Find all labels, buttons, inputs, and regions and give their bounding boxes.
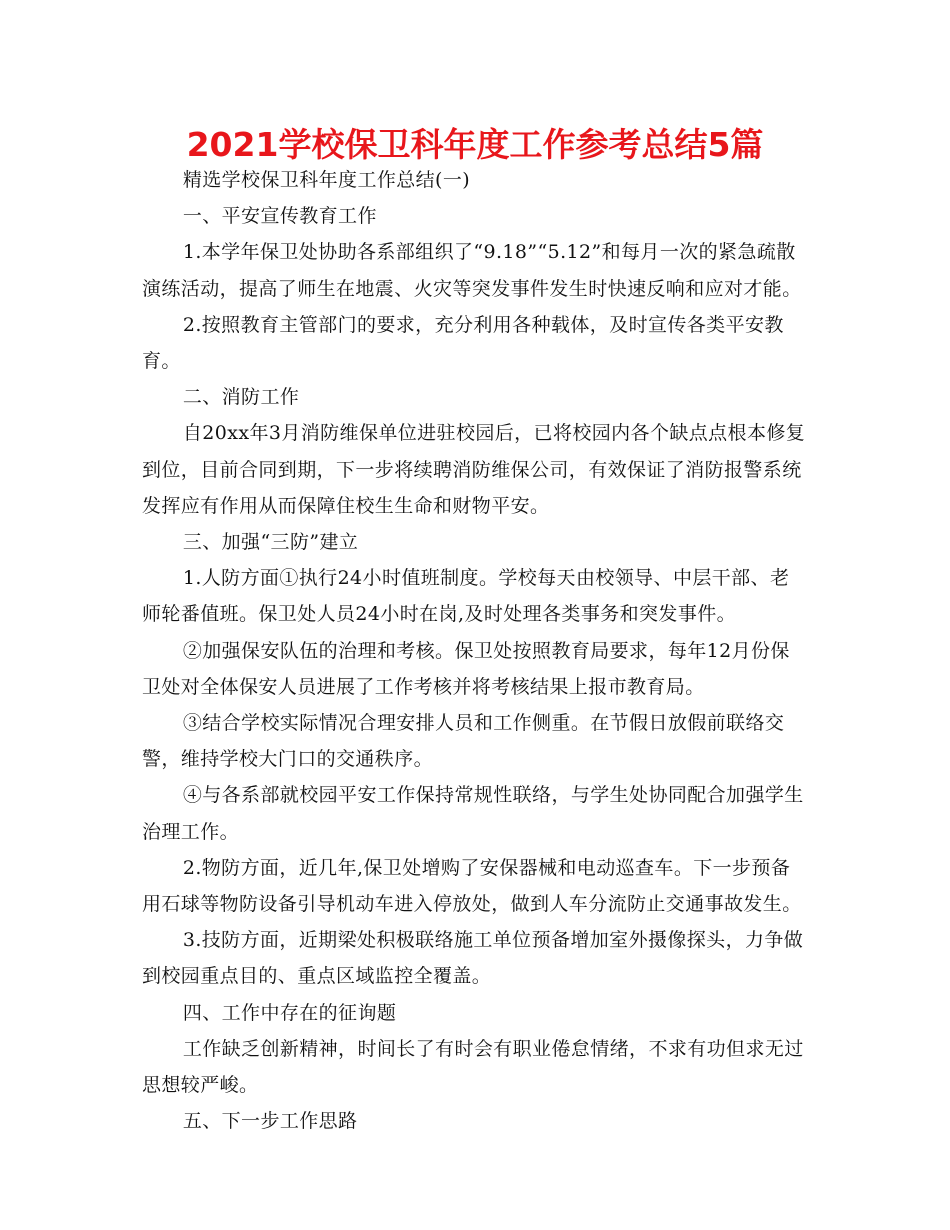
section-heading: 三、加强“三防”建立 xyxy=(182,531,359,554)
section-heading: 四、工作中存在的征询题 xyxy=(182,1001,397,1024)
body-paragraph: ②加强保安队伍的治理和考核。保卫处按照教育局要求，每年12月份保卫处对全体保安人员进展了工作考核并将考核结果上报市教育局。 xyxy=(142,639,790,698)
body-paragraph: 1.人防方面①执行24小时值班制度。学校每天由校领导、中层干部、老师轮番值班。保卫处人员24小时在岗,及时处理各类事务和突发事件。 xyxy=(142,567,790,626)
body-paragraph: ④与各系部就校园平安工作保持常规性联络，与学生处协同配合加强学生治理工作。 xyxy=(142,784,804,843)
body-paragraph: ③结合学校实际情况合理安排人员和工作侧重。在节假日放假前联络交警，维持学校大门口的交通秩序。 xyxy=(142,712,785,771)
body-paragraph: 自20xx年3月消防维保单位进驻校园后，已将校园内各个缺点点根本修复到位，目前合同到期，下一步将续聘消防维保公司，有效保证了消防报警系统发挥应有作用从而保障住校生生命和财物平安。 xyxy=(142,422,806,517)
document-body xyxy=(142,162,808,1139)
body-paragraph: 3.技防方面，近期梁处积极联络施工单位预备增加室外摄像探头，力争做到校园重点目的、重点区域监控全覆盖。 xyxy=(142,929,804,988)
section-heading: 精选学校保卫科年度工作总结(一) xyxy=(182,169,471,191)
body-paragraph: 2.物防方面，近几年,保卫处增购了安保器械和电动巡查车。下一步预备用石球等物防设备引导机动车进入停放处，做到人车分流防止交通事故发生。 xyxy=(142,856,802,916)
document-title: 2021学校保卫科年度工作参考总结5篇 xyxy=(186,125,764,164)
section-heading: 二、消防工作 xyxy=(182,386,300,409)
section-heading: 一、平安宣传教育工作 xyxy=(182,205,377,228)
body-paragraph: 工作缺乏创新精神，时间长了有时会有职业倦怠情绪，不求有功但求无过思想较严峻。 xyxy=(142,1037,804,1097)
section-heading: 五、下一步工作思路 xyxy=(182,1110,358,1133)
body-paragraph: 1.本学年保卫处协助各系部组织了“9.18”“5.12”和每月一次的紧急疏散演练活动，提高了师生在地震、火灾等突发事件发生时快速反响和应对才能。 xyxy=(142,241,802,300)
body-paragraph: 2.按照教育主管部门的要求，充分利用各种载体，及时宣传各类平安教育。 xyxy=(142,313,784,373)
